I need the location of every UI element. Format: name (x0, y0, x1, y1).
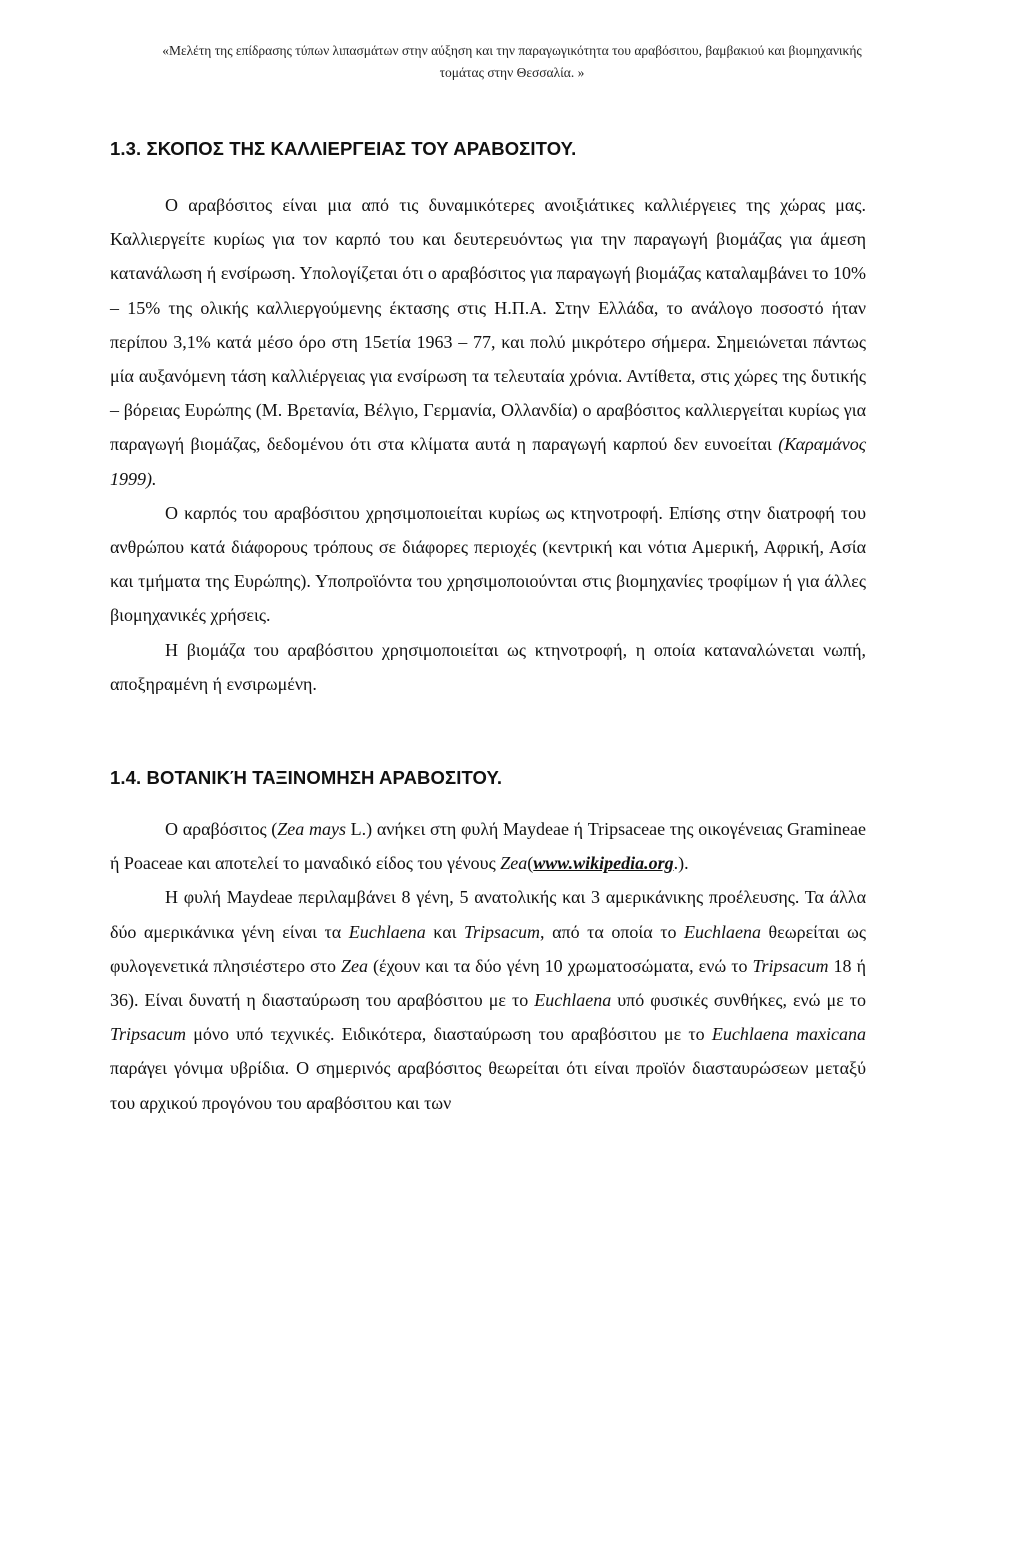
species-name: Euchlaena maxicana (711, 1024, 866, 1045)
running-header-line-2: τομάτας στην Θεσσαλία. » (439, 65, 585, 80)
section-1-4-heading: 1.4. ΒΟΤΑΝΙΚΉ ΤΑΞΙΝΟΜΗΣΗ ΑΡΑΒΟΣΙΤΟΥ. (110, 767, 503, 789)
paragraph-text: παράγει γόνιμα υβρίδια. Ο σημερινός αραβόσιτος θεωρείται ότι είναι προϊόν διασταυρώσεων μεταξύ του αρχικού προγόνου του αραβόσιτου και των (110, 1058, 866, 1113)
genus-name: Euchlaena (348, 921, 426, 942)
section-1-3-heading: 1.3. ΣΚΟΠΟΣ ΤΗΣ ΚΑΛΛΙΕΡΓΕΙΑΣ ΤΟΥ ΑΡΑΒΟΣΙΤΟΥ. (110, 138, 577, 159)
running-header (100, 40, 924, 84)
genus-name: Zea (500, 853, 528, 874)
genus-name: Euchlaena (534, 990, 612, 1011)
section-1-4-paragraph-1 (110, 812, 866, 880)
paragraph-text: Ο αραβόσιτος ( (165, 819, 278, 840)
species-name: Zea mays (277, 819, 346, 840)
paragraph-text: .). (673, 853, 689, 874)
citation: (Καραμάνος 1999). (110, 434, 866, 489)
section-1-3-paragraph-3: Η βιομάζα του αραβόσιτου χρησιμοποιείται ως κτηνοτροφή, η οποία καταναλώνεται νωπή, αποξηραμένη ή ενσιρωμένη. (110, 639, 866, 694)
genus-name: Tripsacum (110, 1024, 187, 1045)
paragraph-text: Ο αραβόσιτος είναι μια από τις δυναμικότερες ανοιξιάτικες καλλιέργειες της χώρας μας. Καλλιεργείτε κυρίως για τον καρπό του και δευτερευόντως για την παραγωγή βιομάζας για άμεση κατανάλωση ή ενσίρωση. Υπολογίζεται ότι ο αραβόσιτος για παραγωγή βιομάζας καταλαμβάνει το 10% – 15% της ολικής καλλιεργούμενης έκτασης στις Η.Π.Α. Στην Ελλάδα, το ανάλογο ποσοστό ήταν περίπου 3,1% κατά μέσο όρο στη 15ετία 1963 – 77, και πολύ μικρότερο σήμερα. Σημειώνεται πάντως μία αυξανόμενη τάση καλλιέργειας για ενσίρωση τα τελευταία χρόνια. Αντίθετα, στις χώρες της δυτικής – βόρειας Ευρώπης (Μ. Βρετανία, Βέλγιο, Γερμανία, Ολλανδία) ο αραβόσιτος καλλιεργείται κυρίως για παραγωγή βιομάζας, δεδομένου ότι στα κλίματα αυτά η παραγωγή καρπού δεν ευνοείται (110, 195, 866, 455)
paragraph-text: (έχουν και τα δύο γένη 10 χρωματοσώματα, ενώ το (368, 955, 753, 976)
paragraph-text: και (425, 921, 465, 942)
section-1-3-paragraph-1 (110, 188, 866, 496)
wikipedia-link[interactable]: www.wikipedia.org (533, 853, 674, 874)
paragraph-text: θεωρείται ως φυλογενετικά πλησιέστερο στο (110, 921, 866, 976)
genus-name: Tripsacum (464, 921, 541, 942)
genus-name: Euchlaena (684, 921, 762, 942)
paragraph-text: Η φυλή Maydeae περιλαμβάνει 8 γένη, 5 ανατολικής και 3 αμερικάνικης προέλευσης. Τα άλλα δύο αμερικάνικα γένη είναι τα (110, 887, 866, 942)
page-body (110, 135, 866, 1120)
section-1-4-paragraph-2 (110, 880, 866, 1119)
paragraph-text: , από τα οποία το (540, 921, 685, 942)
running-header-line-1: «Μελέτη της επίδρασης τύπων λιπασμάτων στην αύξηση και την παραγωγικότητα του αραβόσιτου, βαμβακιού και βιομηχανικής (162, 43, 862, 58)
genus-name: Zea (341, 955, 369, 976)
paragraph-text: ( (527, 853, 534, 874)
paragraph-text: 18 ή 36). Είναι δυνατή η διασταύρωση του αραβόσιτου με το (110, 955, 866, 1011)
paragraph-text: L.) ανήκει στη φυλή Maydeae ή Tripsaceae της οικογένειας Gramineae ή Poaceae και αποτελεί το μαναδικό είδος του γένους (110, 819, 866, 874)
paragraph-text: υπό φυσικές συνθήκες, ενώ με το (611, 990, 867, 1011)
section-1-3-paragraph-2: Ο καρπός του αραβόσιτου χρησιμοποιείται κυρίως ως κτηνοτροφή. Επίσης στην διατροφή του ανθρώπου κατά διάφορους τρόπους σε διάφορες περιοχές (κεντρική και νότια Αμερική, Αφρική, Ασία και τμήματα της Ευρώπης). Υποπροϊόντα του χρησιμοποιούνται στις βιομηχανίες τροφίμων ή για άλλες βιομηχανικές χρήσεις. (110, 502, 866, 626)
paragraph-text: μόνο υπό τεχνικές. Ειδικότερα, διασταύρωση του αραβόσιτου με το (186, 1024, 712, 1045)
genus-name: Tripsacum (752, 955, 829, 976)
